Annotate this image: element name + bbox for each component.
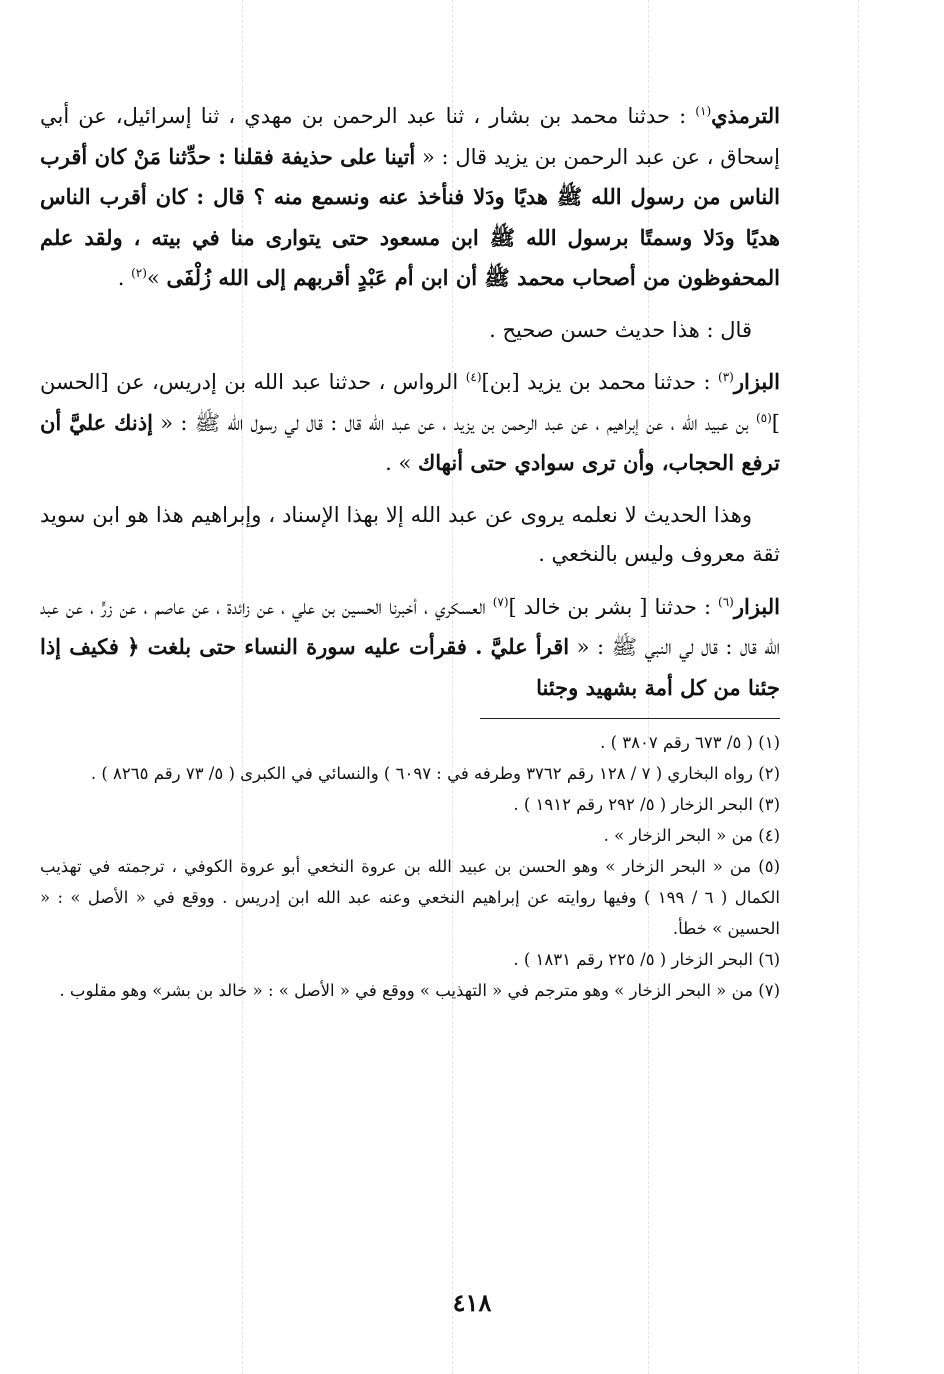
footnotes <box>40 727 780 1006</box>
text-segment: العسكري ، أخبرنا الحسين بن علي ، عن زائدة ، عن عاصم ، عن زرٍّ ، عن عبد الله قال : قال لي النبي ﷺ : « <box>40 594 780 659</box>
text-segment: : حدثنا محمد بن يزيد [بن] <box>481 370 719 394</box>
footnote-ref: (٧) <box>492 594 509 609</box>
bold-text: البزار <box>733 593 780 619</box>
paragraph <box>40 96 780 299</box>
paragraph <box>40 587 780 709</box>
paragraph <box>40 311 780 351</box>
footnote <box>40 758 780 789</box>
footnote-number: (٣) <box>758 795 780 814</box>
bold-text: اقرأ عليَّ . فقرأت عليه سورة النساء حتى بلغت ﴿ فكيف إذا جئنا من كل أمة بشهيد وجئنا <box>40 634 780 700</box>
footnote <box>40 975 780 1006</box>
footnote-ref: (٥) <box>755 410 772 425</box>
text-segment: : حدثنا [ بشر بن خالد ] <box>508 594 719 619</box>
footnote-number: (١) <box>758 733 780 752</box>
footnote-text: من « البحر الزخار » وهو الحسن بن عبيد الله بن عروة النخعي أبو عروة الكوفي ، ترجمته في تهذيب الكمال ( ٦ / ١٩٩ ) وفيها روايته عن إبراهيم النخعي وعنه عبد الله ابن إدريس . ووقع في « الأصل » : « الحسين » خطأ. <box>40 857 780 938</box>
footnote-text: البحر الزخار ( ٥/ ٢٢٥ رقم ١٨٣١ ) . <box>513 950 753 969</box>
footnote-ref: (٣) <box>718 370 734 384</box>
page-number: ٤١٨ <box>452 1288 492 1317</box>
text-segment: بن عبيد الله ، عن إبراهيم ، عن عبد الرحمن بن يزيد ، عن عبد الله قال : قال لي رسول الله ﷺ : « <box>152 410 756 435</box>
text-segment: قال : هذا حديث حسن صحيح . <box>489 317 752 342</box>
footnote-number: (٢) <box>758 764 780 783</box>
footnote-text: من « البحر الزخار » وهو مترجم في « التهذيب » ووقع في « الأصل » : « خالد بن بشر» وهو مقلوب . <box>59 981 753 1000</box>
bold-text: البزار <box>733 369 780 394</box>
footnote-ref: (٢) <box>131 266 147 280</box>
footnote-ref: (٦) <box>718 594 734 609</box>
footnote-text: من « البحر الزخار » . <box>603 826 753 845</box>
footnote <box>40 789 780 820</box>
text-segment: وهذا الحديث لا نعلمه يروى عن عبد الله إلا بهذا الإسناد ، وإبراهيم هذا هو ابن سويد ثقة معروف وليس بالنخعي . <box>40 502 780 566</box>
text-segment: . <box>117 266 132 290</box>
text-segment: : حدثنا محمد بن بشار ، ثنا عبد الرحمن بن مهدي ، ثنا إسرائيل، عن أبي إسحاق ، عن عبد الرحمن بن يزيد قال : « <box>40 104 780 169</box>
ruling-line <box>858 0 859 1374</box>
footnote-text: البحر الزخار ( ٥/ ٢٩٢ رقم ١٩١٢ ) . <box>513 795 753 814</box>
paragraph <box>40 496 780 575</box>
page-body <box>40 96 780 1006</box>
text-segment: » . <box>385 451 418 475</box>
footnote-separator <box>480 718 780 719</box>
footnote-number: (٧) <box>758 981 780 1000</box>
footnote <box>40 820 780 851</box>
footnote-number: (٤) <box>758 826 780 845</box>
footnote-ref: (١) <box>695 104 712 118</box>
footnote <box>40 727 780 758</box>
paragraph <box>40 362 780 484</box>
footnote <box>40 851 780 944</box>
footnote-text: ( ٥/ ٦٧٣ رقم ٣٨٠٧ ) . <box>600 733 753 752</box>
text-segment: » <box>146 266 167 290</box>
bold-text: أتينا على حذيفة فقلنا : حدِّثنا مَنْ كان أقرب الناس من رسول الله ﷺ هديًا ودَلا فنأخذ عنه ونسمع منه ؟ قال : كان أقرب الناس هديًا ودَلا وسمتًا برسول الله ﷺ ابن مسعود حتى يتوارى منا في بيته ، ولقد علم المحفوظون من أصحاب محمد ﷺ أن ابن أم عَبْدٍ أقربهم إلى الله زُلْفَى <box>40 143 780 290</box>
footnote-ref: (٤) <box>465 370 482 384</box>
bold-text: إذنك عليَّ أن ترفع الحجاب، وأن ترى سوادي حتى أنهاك <box>40 409 780 475</box>
bold-text: الترمذي <box>711 103 780 128</box>
main-text <box>40 96 780 708</box>
footnote <box>40 944 780 975</box>
footnote-text: رواه البخاري ( ٧ / ١٢٨ رقم ٣٧٦٢ وطرفه في : ٦٠٩٧ ) والنسائي في الكبرى ( ٥/ ٧٣ رقم ٨٢٦٥ ) . <box>90 764 753 783</box>
footnote-number: (٥) <box>758 857 781 876</box>
text-segment: الرواس ، حدثنا عبد الله بن إدريس، عن [الحسن ] <box>40 370 780 435</box>
footnote-number: (٦) <box>758 950 780 969</box>
